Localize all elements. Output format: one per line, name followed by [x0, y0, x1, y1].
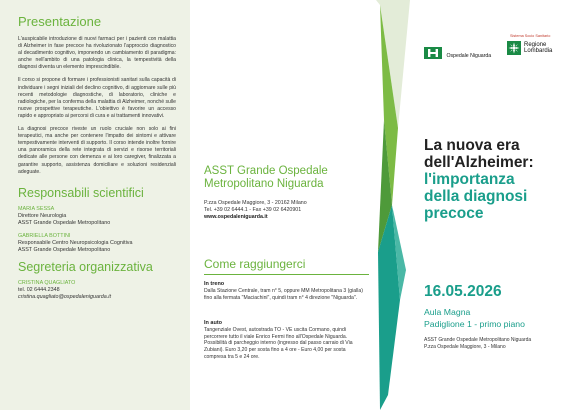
asst-title-line1: ASST Grande Ospedale — [204, 165, 328, 177]
responsabile-org: ASST Grande Ospedale Metropolitano — [18, 219, 111, 226]
niguarda-mark-icon — [424, 47, 442, 59]
asst-title — [204, 165, 328, 191]
contact-block — [204, 200, 307, 221]
niguarda-logo-text: Ospedale Niguarda — [446, 53, 492, 59]
segreteria-email[interactable]: cristina.quagliato@ospedaleniguarda.it — [18, 293, 111, 300]
address: P.zza Ospedale Maggiore, 3 - 20162 Milano — [204, 200, 307, 206]
decorative-ribbon — [370, 0, 415, 410]
event-title — [424, 137, 534, 171]
niguarda-logo — [424, 44, 491, 62]
come-raggiungerci-heading: Come raggiungerci — [204, 257, 306, 271]
event-subtitle — [424, 171, 574, 222]
responsabile-org: ASST Grande Ospedale Metropolitano — [18, 246, 111, 253]
treno-section — [204, 281, 369, 301]
presentazione-heading: Presentazione — [18, 14, 102, 29]
intro-paragraph-2: Il corso si propone di formare i professionisti sanitari sulla capacità di individuare i segni iniziali del declino cognitivo, di aggiornare sulle più recenti metodologie diagnostiche, di laboratorio, cliniche e radiologiche, per la conferma della malattia di Alzheimer, nonché sulle nuove prospettive terapeutiche. L'obiettivo è favorire un accesso rapido e appropriato ai percorsi di cura e ai trattamenti innovativi. — [18, 77, 176, 119]
responsabile-role: Direttore Neurologia — [18, 212, 67, 219]
regione-rose-icon — [507, 41, 521, 55]
responsabile-name: MARIA SESSA — [18, 205, 55, 212]
auto-text: Tangenziale Ovest, autostrada TO - VE uscita Cormano, quindi percorrere tutto il viale Enrico Fermi fino all'Ospedale Niguarda. Possibilità di parcheggio interno (ingresso dal passo carraio di Via Zubiani). Euro 3,20 per sosta fino a 4 ore - Euro 4,00 per sosta compresa tra 5 e 24 ore. — [204, 326, 353, 360]
regione-logo — [507, 41, 552, 55]
asst-title-line2: Metropolitano Niguarda — [204, 178, 324, 190]
title-line2: dell'Alzheimer: — [424, 154, 534, 171]
event-date: 16.05.2026 — [424, 283, 502, 300]
treno-text: Dalla Stazione Centrale, tram n° 5, oppure MM Metropolitana 3 (gialla) fino alla fermata "Maciachini", quindi tram n° 4 direzione "Niguarda". — [204, 287, 363, 301]
segreteria-name: CRISTINA QUAGLIATO — [18, 279, 76, 286]
regione-line2: Lombardia — [524, 48, 553, 54]
event-room: Aula Magna — [424, 307, 471, 317]
intro-paragraph-1: L'auspicabile introduzione di nuovi farmaci per i pazienti con malattia di Alzheimer in fase precoce ha rivoluzionato l'approccio diagnostico al decadimento cognitivo, imponendo un cambiamento di paradigma: anche nell'ambito di una patologia clinica, la tempestività della diagnosi diventa un elemento imprescindibile. — [18, 36, 176, 71]
segreteria-heading: Segreteria organizzativa — [18, 259, 153, 274]
sistema-label: Sistema Socio Sanitario — [510, 34, 551, 38]
venue-line2: P.zza Ospedale Maggiore, 3 - Milano — [424, 343, 506, 350]
phone-fax: Tel. +39 02 6444.1 - Fax +39 02 6420901 — [204, 207, 302, 213]
event-venue — [424, 337, 531, 350]
auto-heading: In auto — [204, 320, 223, 326]
subtitle-line3: precoce — [424, 205, 484, 222]
segreteria-phone: tel. 02 6444.2348 — [18, 286, 60, 293]
subtitle-line1: l'importanza — [424, 171, 515, 188]
venue-line1: ASST Grande Ospedale Metropolitano Niguarda — [424, 337, 532, 343]
event-pavilion: Padiglione 1 - primo piano — [424, 319, 525, 329]
regione-line1: Regione — [524, 41, 547, 48]
intro-paragraph-3: La diagnosi precoce riveste un ruolo cruciale non solo ai fini terapeutici, ma anche per contenere l'impatto dei sintomi e attivare tempestivamente interventi di supporto. Il corso intende inoltre fornire una panoramica della rete integrata di servizi e risorse territoriali dedicate alle persone con demenza e ai loro caregiver, finalizzata a garantire supporto, assistenza domiciliare e soluzioni residenziali adeguate. — [18, 126, 176, 175]
responsabile-role: Responsabile Centro Neuropsicologia Cognitiva — [18, 239, 133, 246]
regione-text — [524, 42, 552, 55]
left-panel — [0, 0, 190, 410]
website-link[interactable]: www.ospedaleniguarda.it — [204, 214, 268, 220]
title-line1: La nuova era — [424, 137, 520, 154]
subtitle-line2: della diagnosi — [424, 188, 528, 205]
responsabili-heading: Responsabili scientifici — [18, 185, 144, 200]
auto-section — [204, 320, 369, 361]
treno-heading: In treno — [204, 281, 225, 287]
middle-panel — [190, 0, 385, 410]
divider — [204, 274, 369, 275]
responsabile-name: GABRIELLA BOTTINI — [18, 232, 71, 239]
